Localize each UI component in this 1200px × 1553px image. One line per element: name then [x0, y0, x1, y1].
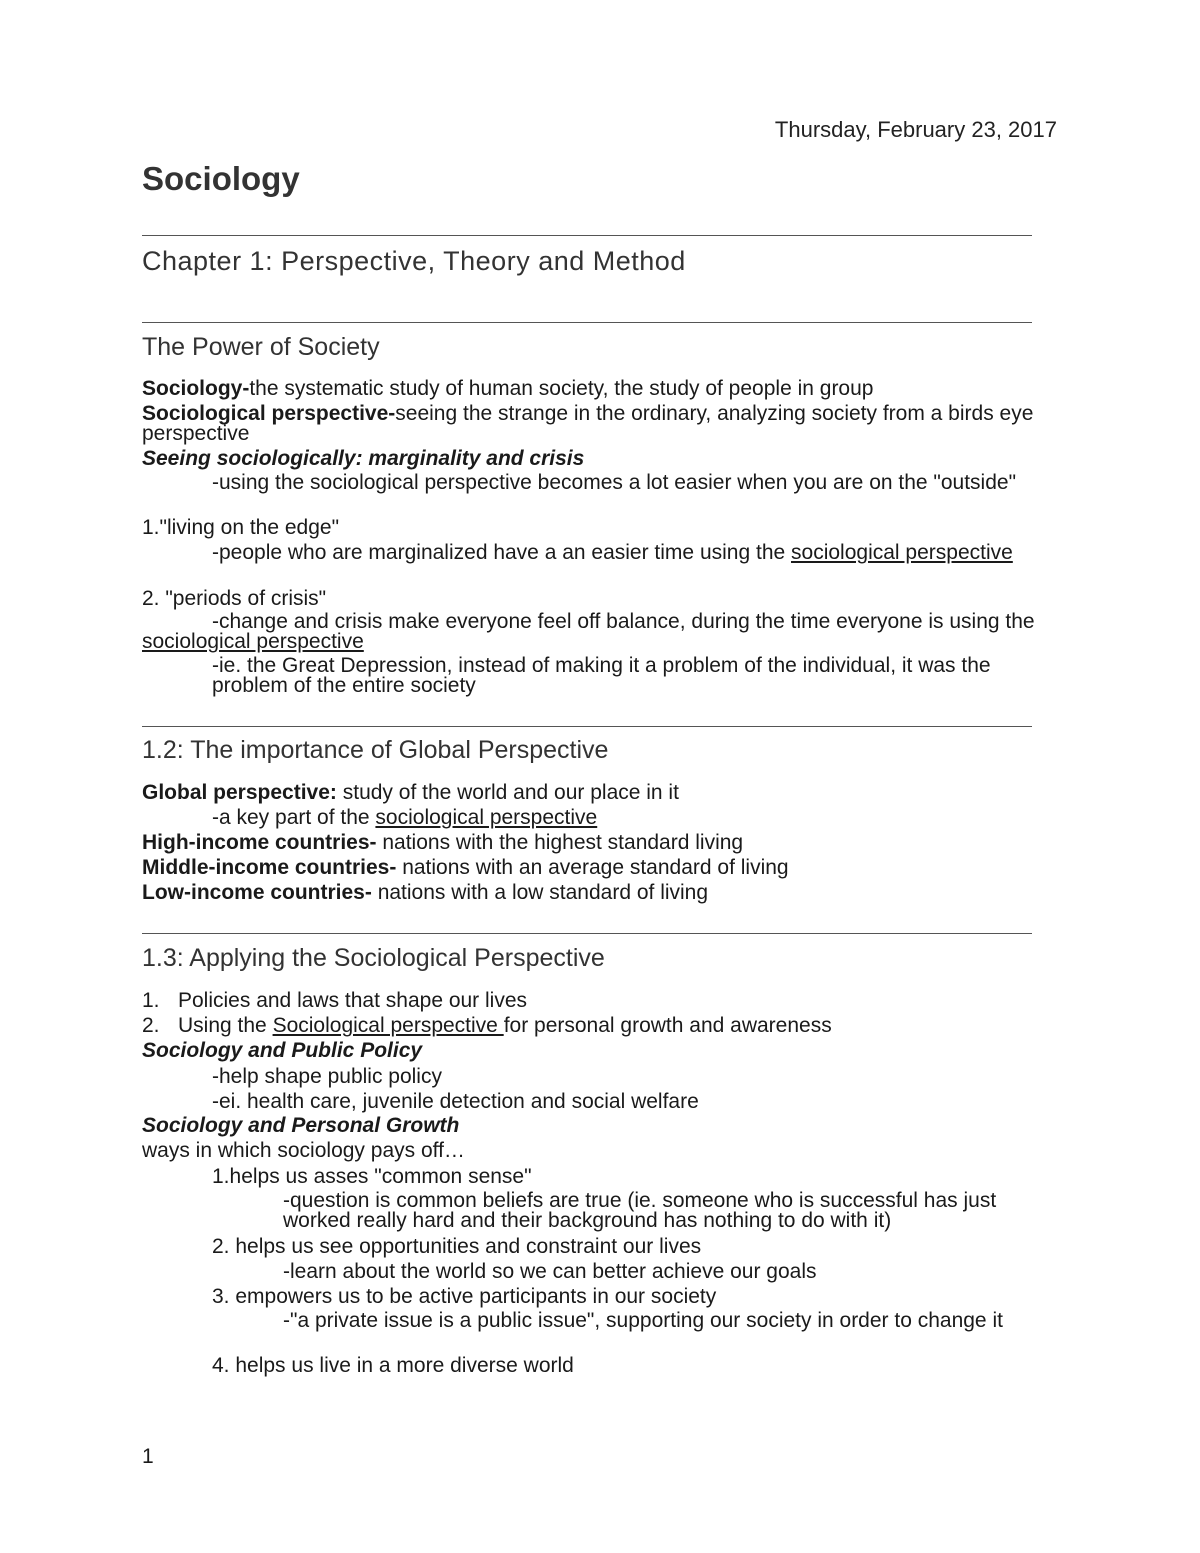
- list-item-living-on-edge: 1."living on the edge": [142, 516, 340, 539]
- note-key-part: [212, 807, 597, 828]
- definition-sociological-perspective: [142, 404, 1042, 444]
- note-private-issue: -"a private issue is a public issue", supporting our society in order to change it: [283, 1309, 1003, 1332]
- list-item-opportunities: 2. helps us see opportunities and constraint our lives: [212, 1235, 702, 1258]
- section-heading-applying: 1.3: Applying the Sociological Perspective: [142, 944, 605, 972]
- term: Middle-income countries-: [142, 856, 397, 879]
- list-item-empowers: 3. empowers us to be active participants in our society: [212, 1285, 717, 1308]
- note-learn-world: -learn about the world so we can better achieve our goals: [283, 1260, 817, 1283]
- underlined-term: sociological perspective: [375, 806, 598, 829]
- term: High-income countries-: [142, 831, 377, 854]
- note-shape-policy: -help shape public policy: [212, 1065, 442, 1088]
- list-item-periods-of-crisis: 2. "periods of crisis": [142, 587, 327, 610]
- note-examples: -ei. health care, juvenile detection and social welfare: [212, 1090, 699, 1113]
- term: Sociological perspective-: [142, 402, 396, 425]
- definition-sociology: [142, 378, 873, 399]
- list-item-policies: [142, 989, 528, 1012]
- list-text-a: Using the: [178, 1014, 273, 1037]
- note-text: -change and crisis make everyone feel off balance, during the time everyone is using the: [212, 610, 1035, 633]
- definition-low-income: [142, 882, 708, 903]
- definition-global-perspective: [142, 782, 679, 803]
- list-text: [178, 1015, 832, 1036]
- underlined-term: sociological perspective: [791, 541, 1013, 564]
- definition-text: nations with an average standard of living: [396, 856, 789, 879]
- divider: [142, 235, 1032, 236]
- definition-middle-income: [142, 857, 789, 878]
- definition-text: nations with a low standard of living: [371, 881, 709, 904]
- underlined-term: sociological perspective: [142, 630, 364, 653]
- subheading-personal-growth: Sociology and Personal Growth: [142, 1114, 460, 1137]
- list-item-using-perspective: [142, 1014, 832, 1037]
- subheading-public-policy: Sociology and Public Policy: [142, 1039, 423, 1062]
- note-great-depression: -ie. the Great Depression, instead of making it a problem of the individual, it was the problem of the entire society: [212, 654, 991, 697]
- page-number: 1: [142, 1445, 154, 1468]
- subheading-seeing-sociologically: Seeing sociologically: marginality and crisis: [142, 447, 585, 470]
- definition-text: the systematic study of human society, the study of people in group: [249, 377, 874, 400]
- divider: [142, 726, 1032, 727]
- note-ways-pays-off: ways in which sociology pays off…: [142, 1139, 465, 1162]
- underlined-term: Sociological perspective: [272, 1014, 504, 1037]
- note-text: -a key part of the: [212, 806, 376, 829]
- document-date: Thursday, February 23, 2017: [774, 117, 1057, 142]
- list-number: 2.: [142, 1014, 160, 1037]
- section-heading-power-of-society: The Power of Society: [142, 333, 380, 361]
- list-text-b: for personal growth and awareness: [503, 1014, 832, 1037]
- definition-text: seeing the strange in the ordinary, analyzing society from a birds eye perspective: [142, 402, 1034, 445]
- definition-text: study of the world and our place in it: [336, 781, 679, 804]
- note-marginalized: [142, 543, 1042, 563]
- divider: [142, 322, 1032, 323]
- list-number: 1.: [142, 989, 160, 1012]
- list-item-diverse-world: 4. helps us live in a more diverse world: [212, 1354, 574, 1377]
- chapter-heading: Chapter 1: Perspective, Theory and Method: [142, 246, 686, 276]
- note-outside: -using the sociological perspective becomes a lot easier when you are on the "outside": [212, 471, 1017, 494]
- note-crisis: [142, 612, 1042, 652]
- definition-text: nations with the highest standard living: [376, 831, 744, 854]
- section-heading-global-perspective: 1.2: The importance of Global Perspective: [142, 736, 609, 764]
- term: Sociology-: [142, 377, 250, 400]
- list-text: Policies and laws that shape our lives: [178, 989, 528, 1012]
- note-common-beliefs: -question is common beliefs are true (ie. someone who is successful has just worked really hard and their background has nothing to do with it): [283, 1189, 997, 1232]
- list-item-common-sense: 1.helps us asses "common sense": [212, 1165, 532, 1188]
- document-title: Sociology: [142, 160, 300, 197]
- definition-high-income: [142, 832, 743, 853]
- term: Global perspective:: [142, 781, 337, 804]
- note-text: -people who are marginalized have a an easier time using the: [212, 541, 792, 564]
- term: Low-income countries-: [142, 881, 372, 904]
- divider: [142, 933, 1032, 934]
